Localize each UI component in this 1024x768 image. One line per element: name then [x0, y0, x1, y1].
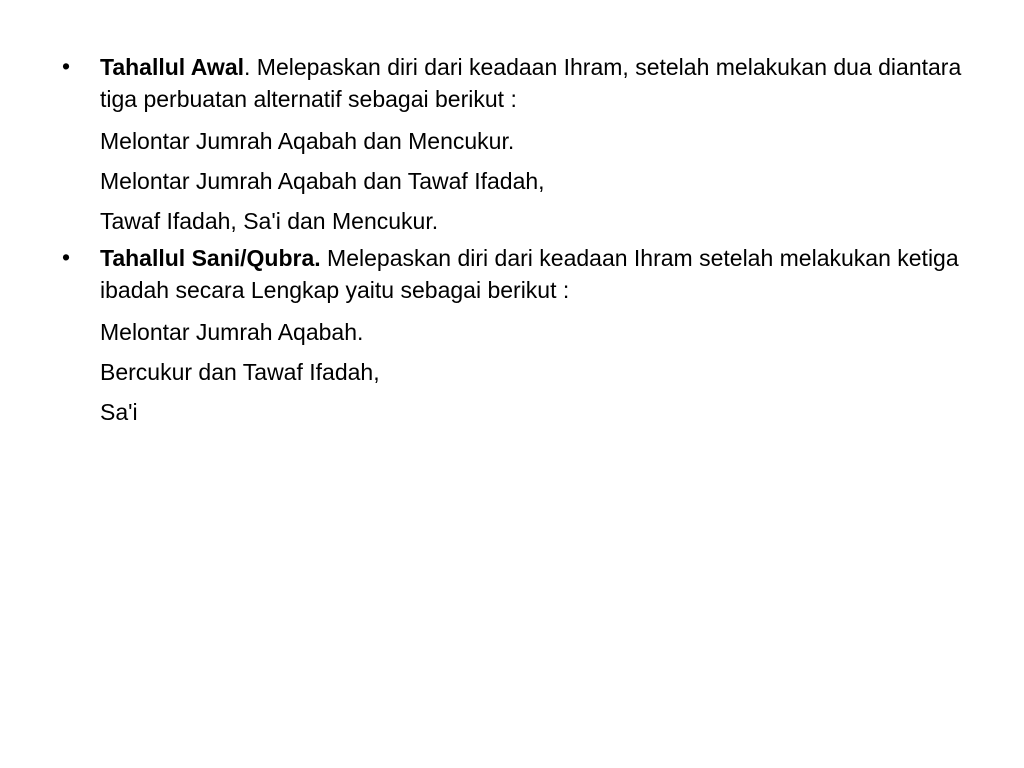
sub-item: Tawaf Ifadah, Sa'i dan Mencukur. [100, 208, 439, 234]
sub-item: Bercukur dan Tawaf Ifadah, [100, 359, 380, 385]
term-description: . Melepaskan diri dari keadaan Ihram, setelah melakukan dua diantara tiga perbuatan alternatif sebagai berikut : [100, 54, 962, 112]
bullet-dot-icon: • [62, 53, 71, 79]
term-description: Melepaskan diri dari keadaan Ihram setelah melakukan ketiga ibadah secara Lengkap yaitu sebagai berikut : [100, 245, 959, 303]
bullet-item-tahallul-awal [62, 50, 962, 115]
bullet-paragraph [100, 241, 962, 306]
bullet-item-tahallul-sani [62, 241, 962, 306]
term-bold: Tahallul Sani/Qubra. [100, 245, 321, 271]
sub-item: Melontar Jumrah Aqabah dan Tawaf Ifadah, [100, 168, 545, 194]
bullet-paragraph [100, 50, 962, 115]
slide-content [62, 50, 962, 432]
sub-item: Melontar Jumrah Aqabah. [100, 319, 364, 345]
term-bold: Tahallul Awal [100, 54, 244, 80]
sub-item: Sa'i [100, 399, 138, 425]
sub-item: Melontar Jumrah Aqabah dan Mencukur. [100, 128, 515, 154]
bullet-dot-icon: • [62, 244, 71, 270]
